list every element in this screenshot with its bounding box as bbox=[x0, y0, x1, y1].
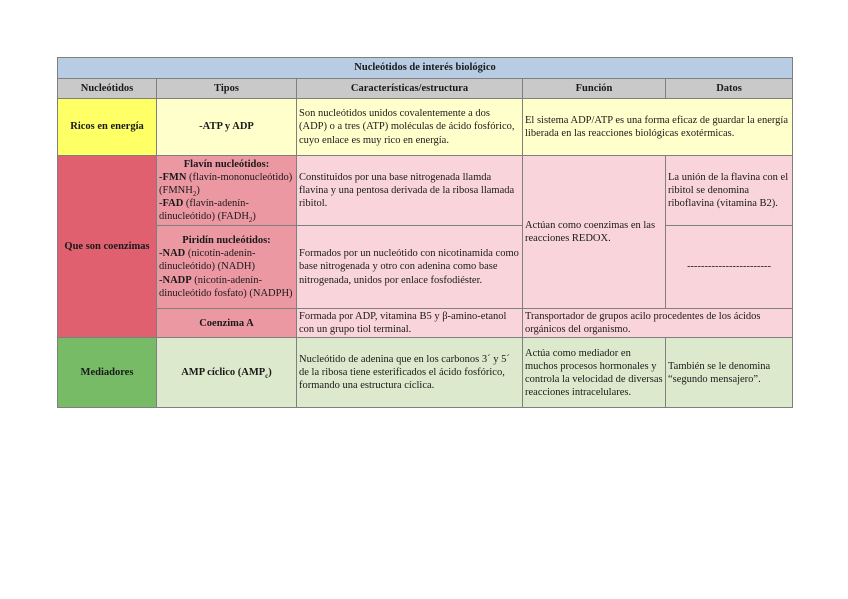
nadp-text: (nicotín-adenín-dinucleótido fosfato) (NADPH) bbox=[159, 274, 293, 299]
header-funcion: Función bbox=[523, 79, 666, 99]
fad-sub: 2 bbox=[248, 216, 253, 225]
caracteristicas-coenzima-a: Formada por ADP, vitamina B5 y β-amino-etanol con un grupo tiol terminal. bbox=[297, 309, 523, 338]
row-energy bbox=[58, 99, 793, 156]
nadp-abbr: -NADP bbox=[159, 274, 192, 286]
fad-text: (flavín-adenín-dinucleótido) (FADH bbox=[159, 198, 249, 223]
header-row bbox=[58, 79, 793, 99]
datos-flavin: La unión de la flavina con el ribitol se denomina riboflavina (vitamina B2). bbox=[666, 156, 793, 226]
fmn-sub: 2 bbox=[192, 190, 197, 199]
header-tipos: Tipos bbox=[157, 79, 297, 99]
flavin-fad bbox=[159, 197, 294, 223]
funcion-redox: Actúan como coenzimas en las reacciones REDOX. bbox=[523, 156, 666, 309]
piridin-nadp bbox=[159, 274, 294, 300]
header-caracteristicas: Características/estructura bbox=[297, 79, 523, 99]
caracteristicas-amp: Nucleótido de adenina que en los carbonos 3´ y 5´ de la ribosa tiene esterificados el ácido fosfórico, formando una estructura cíclica. bbox=[297, 338, 523, 408]
row-mediators bbox=[58, 338, 793, 408]
datos-piridin: ------------------------ bbox=[666, 226, 793, 309]
caracteristicas-atp: Son nucleótidos unidos covalentemente a dos (ADP) o a tres (ATP) moléculas de ácido fosfórico, cuyo enlace es muy rico en energía. bbox=[297, 99, 523, 156]
row-flavin bbox=[58, 156, 793, 226]
caracteristicas-flavin: Constituidos por una base nitrogenada llamda flavina y una pentosa derivada de la ribosa llamada ribitol. bbox=[297, 156, 523, 226]
flavin-fmn bbox=[159, 171, 294, 197]
row-piridin bbox=[58, 226, 793, 309]
fmn-abbr: -FMN bbox=[159, 171, 187, 183]
tipo-atp-adp: -ATP y ADP bbox=[157, 99, 297, 156]
table-title: Nucleótidos de interés biológico bbox=[58, 58, 793, 79]
group-mediators-label: Mediadores bbox=[58, 338, 157, 408]
caracteristicas-piridin: Formados por un nucleótido con nicotinamida como base nitrogenada y otro con adenina como base nitrogenada, unidos por enlace fosfodiéster. bbox=[297, 226, 523, 309]
nad-text: (nicotín-adenín-dinucleótido) (NADH) bbox=[159, 248, 256, 273]
piridin-nad bbox=[159, 247, 294, 273]
amp-text: AMP cíclico (AMP bbox=[181, 367, 266, 379]
group-coenzymes-label: Que son coenzimas bbox=[58, 156, 157, 338]
nucleotides-table bbox=[57, 57, 793, 408]
nad-abbr: -NAD bbox=[159, 248, 186, 260]
fmn-close: ) bbox=[196, 184, 200, 196]
tipo-flavin bbox=[157, 156, 297, 226]
piridin-heading: Piridín nucleótidos: bbox=[182, 235, 271, 247]
tipo-piridin bbox=[157, 226, 297, 309]
fad-close: ) bbox=[252, 211, 256, 223]
amp-close: ) bbox=[268, 367, 272, 379]
funcion-amp: Actúa como mediador en muchos procesos hormonales y controla la velocidad de diversas reacciones intracelulares. bbox=[523, 338, 666, 408]
datos-amp: También se le denomina “segundo mensajero”. bbox=[666, 338, 793, 408]
funcion-coenzima-a: Transportador de grupos acilo procedentes de los ácidos orgánicos del organismo. bbox=[523, 309, 793, 338]
fmn-text: (flavín-mononucleótido) (FMNH bbox=[159, 171, 293, 196]
header-datos: Datos bbox=[666, 79, 793, 99]
funcion-atp: El sistema ADP/ATP es una forma eficaz de guardar la energía liberada en las reacciones biológicas exotérmicas. bbox=[523, 99, 793, 156]
row-coenzima-a bbox=[58, 309, 793, 338]
flavin-heading: Flavín nucleótidos: bbox=[183, 158, 270, 170]
header-nucleotidos: Nucleótidos bbox=[58, 79, 157, 99]
tipo-amp-ciclico bbox=[157, 338, 297, 408]
tipo-coenzima-a: Coenzima A bbox=[157, 309, 297, 338]
amp-sub: c bbox=[265, 372, 269, 381]
group-energy-label: Ricos en energía bbox=[58, 99, 157, 156]
fad-abbr: -FAD bbox=[159, 198, 184, 210]
